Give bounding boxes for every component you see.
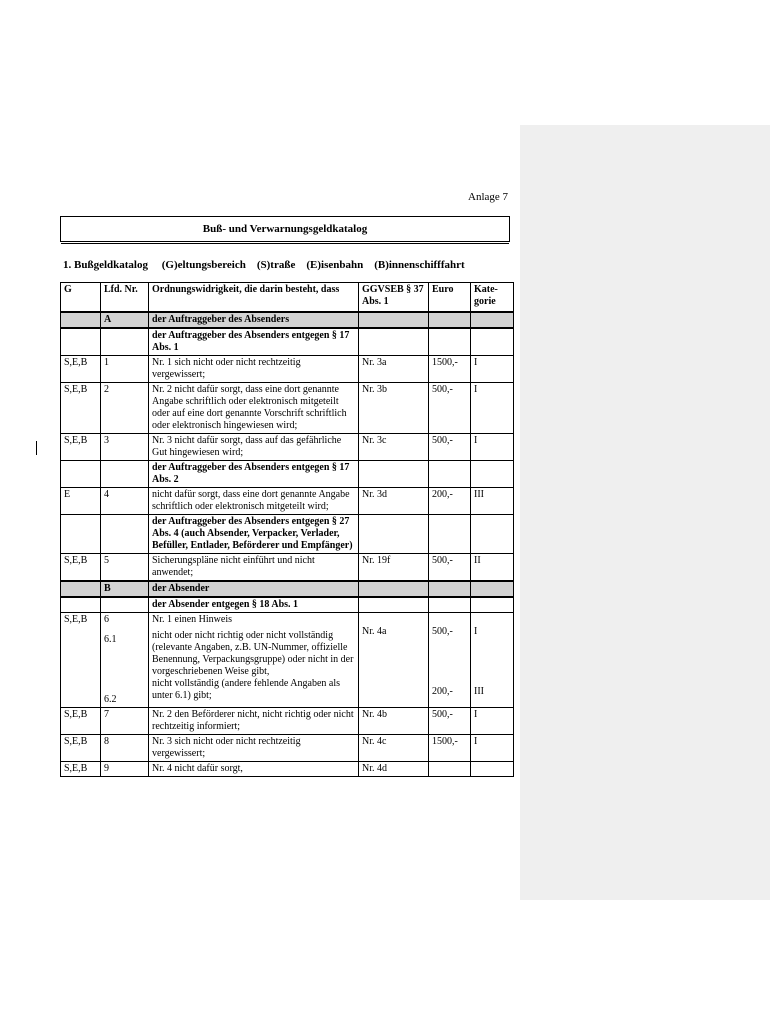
table-cell: 500,- bbox=[429, 434, 471, 461]
table-cell: der Auftraggeber des Absenders entgegen § 17 Abs. 2 bbox=[149, 461, 359, 488]
table-cell: Nr. 3d bbox=[359, 488, 429, 515]
header-cell: Kate-gorie bbox=[471, 283, 514, 313]
cell-text: nicht vollständig (andere fehlende Angaben als unter 6.1) gibt; bbox=[152, 678, 340, 701]
table-cell bbox=[359, 597, 429, 613]
table-row bbox=[61, 708, 514, 735]
table-cell bbox=[471, 613, 514, 708]
table-cell bbox=[429, 461, 471, 488]
table-cell bbox=[359, 461, 429, 488]
table-cell bbox=[471, 312, 514, 328]
table-cell: I bbox=[471, 383, 514, 434]
cell-text: 500,- bbox=[432, 626, 453, 637]
table-cell: Nr. 19f bbox=[359, 554, 429, 582]
table-cell: Nr. 4 nicht dafür sorgt, bbox=[149, 762, 359, 777]
table-cell bbox=[359, 312, 429, 328]
section-heading-inland: (B)innenschifffahrt bbox=[374, 259, 465, 271]
table-cell: Nr. 2 den Beförderer nicht, nicht richtig oder nicht rechtzeitig informiert; bbox=[149, 708, 359, 735]
table-cell: Nr. 4d bbox=[359, 762, 429, 777]
table-cell bbox=[429, 597, 471, 613]
change-bar bbox=[36, 441, 37, 455]
table-cell bbox=[101, 328, 149, 356]
table-cell: 500,- bbox=[429, 383, 471, 434]
table-cell: B bbox=[101, 581, 149, 597]
table-cell bbox=[61, 328, 101, 356]
table-cell bbox=[61, 312, 101, 328]
table-cell: S,E,B bbox=[61, 708, 101, 735]
table-cell: 3 bbox=[101, 434, 149, 461]
table-cell: Nr. 3a bbox=[359, 356, 429, 383]
table-cell bbox=[471, 597, 514, 613]
comment-margin-panel bbox=[520, 125, 770, 900]
table-cell: III bbox=[471, 488, 514, 515]
subheading-row bbox=[61, 515, 514, 554]
table-row bbox=[61, 356, 514, 383]
cell-text: Nr. 1 einen Hinweis bbox=[152, 614, 232, 625]
table-cell bbox=[61, 515, 101, 554]
table-cell: Nr. 3 sich nicht oder nicht rechtzeitig vergewissert; bbox=[149, 735, 359, 762]
cell-text: I bbox=[474, 626, 478, 637]
table-cell: I bbox=[471, 735, 514, 762]
table-cell: 7 bbox=[101, 708, 149, 735]
cell-text: nicht oder nicht richtig oder nicht vollständig (relevante Angaben, z.B. UN-Nummer, offizielle Benennung, Verpackungsgruppe) oder nicht in der vorgeschriebenen Weise gibt, bbox=[152, 630, 354, 677]
section-heading-scope: (G)eltungsbereich bbox=[161, 259, 246, 271]
table-cell bbox=[359, 581, 429, 597]
table-cell: 9 bbox=[101, 762, 149, 777]
table-cell bbox=[471, 762, 514, 777]
table-cell: 1 bbox=[101, 356, 149, 383]
header-cell: Lfd. Nr. bbox=[101, 283, 149, 313]
table-cell: S,E,B bbox=[61, 356, 101, 383]
table-cell bbox=[61, 581, 101, 597]
table-cell: Nr. 4b bbox=[359, 708, 429, 735]
table-cell bbox=[359, 515, 429, 554]
table-cell: Nr. 3b bbox=[359, 383, 429, 434]
table-cell: Nr. 3c bbox=[359, 434, 429, 461]
table-cell bbox=[429, 312, 471, 328]
table-cell bbox=[359, 328, 429, 356]
section-heading-number: 1. Bußgeldkatalog bbox=[63, 259, 148, 271]
cell-text: Nr. 4a bbox=[362, 626, 387, 637]
fine-catalog-table bbox=[60, 282, 514, 777]
table-cell: 4 bbox=[101, 488, 149, 515]
table-cell: I bbox=[471, 356, 514, 383]
section-row bbox=[61, 312, 514, 328]
table-cell: S,E,B bbox=[61, 434, 101, 461]
table-cell bbox=[101, 515, 149, 554]
table-cell bbox=[101, 461, 149, 488]
table-cell bbox=[471, 461, 514, 488]
table-cell: S,E,B bbox=[61, 554, 101, 582]
table-cell: E bbox=[61, 488, 101, 515]
table-cell: A bbox=[101, 312, 149, 328]
table-cell: Nr. 3 nicht dafür sorgt, dass auf das gefährliche Gut hingewiesen wird; bbox=[149, 434, 359, 461]
table-cell: S,E,B bbox=[61, 383, 101, 434]
table-cell bbox=[429, 515, 471, 554]
table-cell: II bbox=[471, 554, 514, 582]
cell-text: S,E,B bbox=[64, 614, 88, 625]
table-cell: 200,- bbox=[429, 488, 471, 515]
table-row bbox=[61, 735, 514, 762]
subheading-row bbox=[61, 328, 514, 356]
cell-text: 6.1 bbox=[104, 634, 117, 645]
table-row bbox=[61, 383, 514, 434]
cell-text: III bbox=[474, 686, 484, 697]
section-heading-road: (S)traße bbox=[256, 259, 296, 271]
header-cell: Ordnungswidrigkeit, die darin besteht, dass bbox=[149, 283, 359, 313]
table-cell: 500,- bbox=[429, 554, 471, 582]
table-cell bbox=[359, 613, 429, 708]
table-cell: 1500,- bbox=[429, 356, 471, 383]
table-cell bbox=[61, 613, 101, 708]
table-row bbox=[61, 554, 514, 582]
table-row bbox=[61, 488, 514, 515]
table-cell bbox=[471, 515, 514, 554]
header-cell: G bbox=[61, 283, 101, 313]
table-cell: Nr. 2 nicht dafür sorgt, dass eine dort genannte Angabe schriftlich oder elektronisch mitgeteilt oder auf eine dort genannte Vorschrift schriftlich oder elektronisch hingewiesen wird; bbox=[149, 383, 359, 434]
cell-text: 6.2 bbox=[104, 694, 117, 705]
table-row bbox=[61, 762, 514, 777]
table-header-row bbox=[61, 283, 514, 313]
table-cell: der Auftraggeber des Absenders entgegen § 27 Abs. 4 (auch Absender, Verpacker, Verlader, Befüller, Entlader, Beförderer und Empfänger) bbox=[149, 515, 359, 554]
table-cell bbox=[471, 328, 514, 356]
table-cell bbox=[429, 581, 471, 597]
table-cell: 8 bbox=[101, 735, 149, 762]
table-cell: I bbox=[471, 708, 514, 735]
table-cell bbox=[61, 597, 101, 613]
table-cell: der Absender bbox=[149, 581, 359, 597]
table-cell: I bbox=[471, 434, 514, 461]
table-cell: nicht dafür sorgt, dass eine dort genannte Angabe schriftlich oder elektronisch mitgeteilt wird; bbox=[149, 488, 359, 515]
table-cell: S,E,B bbox=[61, 735, 101, 762]
annex-label: Anlage 7 bbox=[468, 191, 509, 203]
subheading-row bbox=[61, 597, 514, 613]
table-cell bbox=[429, 613, 471, 708]
section-heading-rail: (E)isenbahn bbox=[306, 259, 364, 271]
header-cell: Euro bbox=[429, 283, 471, 313]
table-cell: Sicherungspläne nicht einführt und nicht anwendet; bbox=[149, 554, 359, 582]
table-cell: 500,- bbox=[429, 708, 471, 735]
section-row bbox=[61, 581, 514, 597]
table-cell: Nr. 4c bbox=[359, 735, 429, 762]
section-heading bbox=[63, 259, 465, 271]
table-cell bbox=[101, 613, 149, 708]
table-cell: 5 bbox=[101, 554, 149, 582]
table-cell: 2 bbox=[101, 383, 149, 434]
subheading-row bbox=[61, 461, 514, 488]
table-cell bbox=[101, 597, 149, 613]
cell-text: 6 bbox=[104, 614, 109, 625]
table-cell: der Auftraggeber des Absenders entgegen § 17 Abs. 1 bbox=[149, 328, 359, 356]
table-row bbox=[61, 613, 514, 708]
table-cell bbox=[471, 581, 514, 597]
table-cell bbox=[429, 762, 471, 777]
header-cell: GGVSEB § 37 Abs. 1 bbox=[359, 283, 429, 313]
table-cell bbox=[61, 461, 101, 488]
table-cell bbox=[149, 613, 359, 708]
table-cell: 1500,- bbox=[429, 735, 471, 762]
table-cell: der Auftraggeber des Absenders bbox=[149, 312, 359, 328]
table-cell bbox=[429, 328, 471, 356]
table-cell: Nr. 1 sich nicht oder nicht rechtzeitig vergewissert; bbox=[149, 356, 359, 383]
table-cell: der Absender entgegen § 18 Abs. 1 bbox=[149, 597, 359, 613]
table-row bbox=[61, 434, 514, 461]
cell-text: 200,- bbox=[432, 686, 453, 697]
catalog-title: Buß- und Verwarnungsgeldkatalog bbox=[60, 216, 510, 242]
table-cell: S,E,B bbox=[61, 762, 101, 777]
